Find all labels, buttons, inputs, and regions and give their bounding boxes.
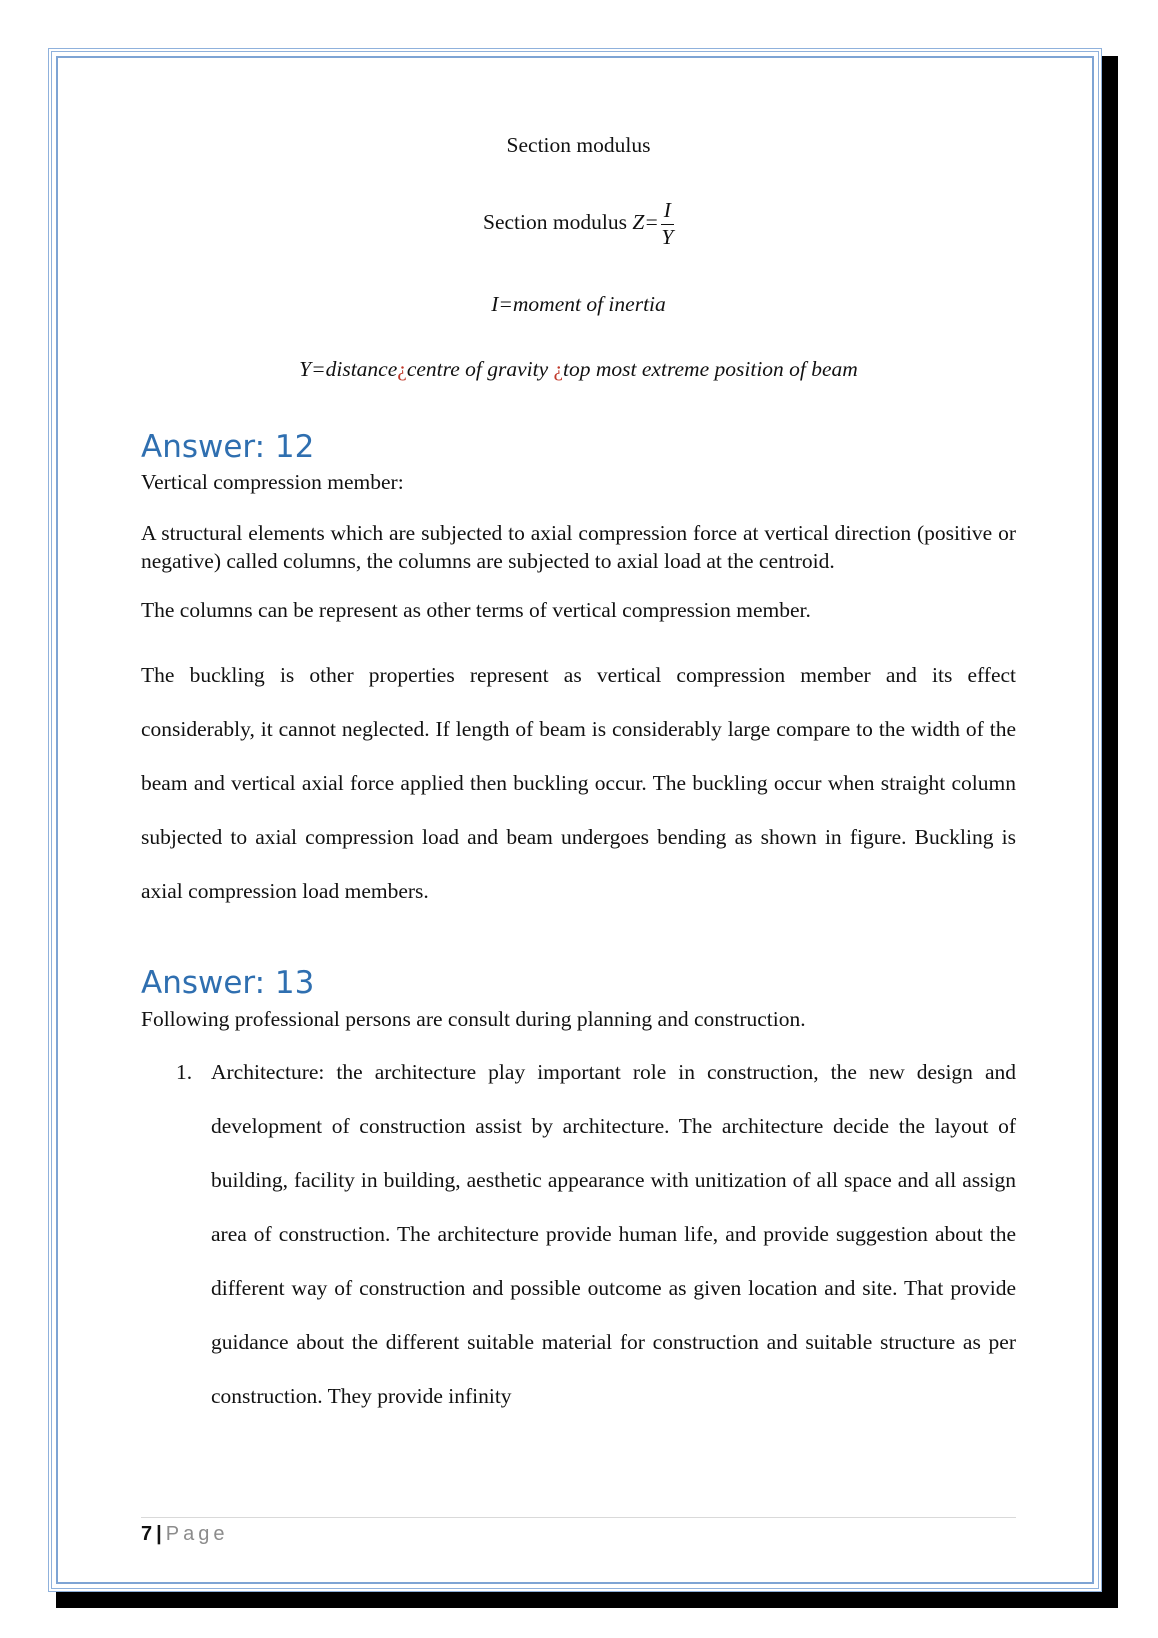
z-lhs: Z= bbox=[632, 209, 659, 234]
section-modulus-label: Section modulus bbox=[483, 209, 627, 234]
answer-13-heading: Answer: 13 bbox=[141, 965, 315, 1001]
distance-definition bbox=[141, 357, 1016, 382]
answer-12-paragraph-1: A structural elements which are subjected to axial compression force at vertical direction (positive or negative) called columns, the columns are subjected to axial load at the centroid. bbox=[141, 521, 1016, 573]
answer-12-subtitle: Vertical compression member: bbox=[141, 470, 404, 494]
section-modulus-title: Section modulus bbox=[506, 133, 651, 157]
footer-separator: | bbox=[156, 1523, 162, 1545]
page-number: 7 bbox=[141, 1523, 153, 1545]
answer-13-intro: Following professional persons are consult during planning and construction. bbox=[141, 1007, 806, 1031]
answer-12-heading: Answer: 12 bbox=[141, 429, 315, 465]
footer-divider bbox=[141, 1517, 1016, 1518]
i-over-y-fraction bbox=[661, 200, 674, 248]
distance-def-part3: top most extreme position of beam bbox=[563, 357, 858, 381]
distance-def-sep2: ¿ bbox=[553, 357, 564, 381]
distance-def-sep1: ¿ bbox=[397, 357, 407, 381]
fraction-denominator: Y bbox=[661, 224, 674, 249]
distance-def-part2: centre of gravity bbox=[406, 357, 549, 381]
answer-12-paragraph-3: The buckling is other properties represent as vertical compression member and its effect considerably, it cannot neglected. If length of beam is considerably large compare to the width of the beam and vertical axial force applied then buckling occur. The buckling occur when straight column subjected to axial compression load and beam undergoes bending as shown in figure. Buckling is axial compression load members. bbox=[141, 663, 1016, 903]
fraction-numerator: I bbox=[661, 200, 674, 225]
distance-def-part1: Y=distance bbox=[299, 357, 398, 381]
answer-12-paragraph-2: The columns can be represent as other terms of vertical compression member. bbox=[141, 598, 811, 622]
moment-of-inertia-definition: I=moment of inertia bbox=[491, 292, 666, 316]
list-item bbox=[176, 1045, 1016, 1423]
page-label: Page bbox=[165, 1523, 229, 1545]
list-item-text: Architecture: the architecture play important role in construction, the new design and development of construction assist by architecture. The architecture decide the layout of building, facility in building, aesthetic appearance with unitization of all space and all assign area of construction. The architecture provide human life, and provide suggestion about the different way of construction and possible outcome as given location and site. That provide guidance about the different suitable material for construction and suitable structure as per construction. They provide infinity bbox=[211, 1060, 1016, 1408]
list-item-number: 1. bbox=[176, 1060, 193, 1084]
section-modulus-formula bbox=[141, 200, 1016, 248]
professionals-list bbox=[176, 1045, 1016, 1423]
page-footer bbox=[141, 1523, 228, 1546]
